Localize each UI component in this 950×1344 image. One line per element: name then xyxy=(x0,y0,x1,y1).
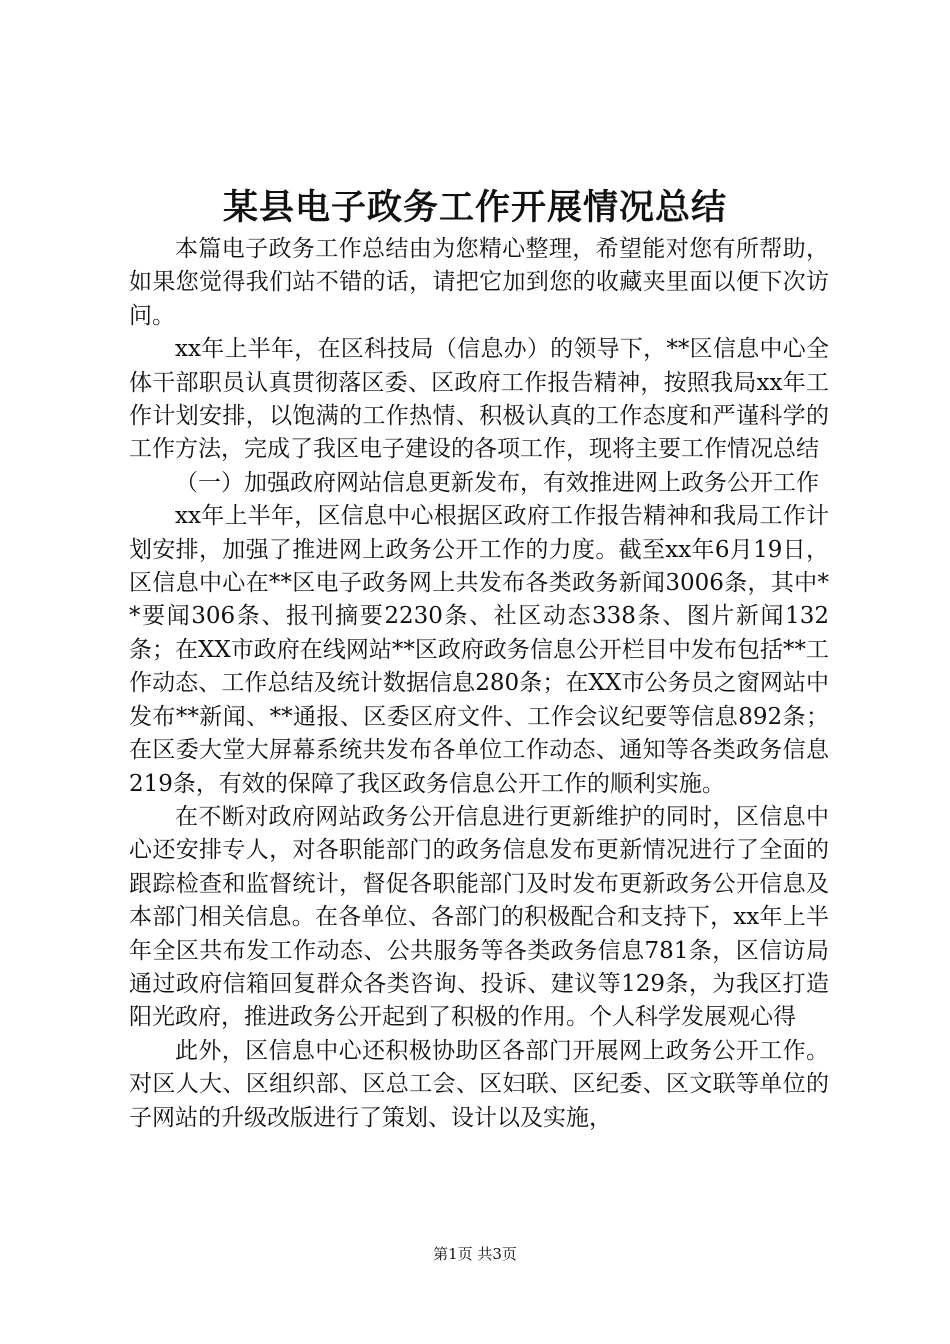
news-stats-paragraph: xx年上半年，区信息中心根据区政府工作报告精神和我局工作计划安排，加强了推进网上政务公开工作的力度。截至xx年6月19日，区信息中心在**区电子政务网上共发布各类政务新闻3006条，其中**要闻306条、报刊摘要2230条、社区动态338条、图片新闻132条；在XX市政府在线网站**区政府政务信息公开栏目中发布包括**工作动态、工作总结及统计数据信息280条；在XX市公务员之窗网站中发布**新闻、**通报、区委区府文件、工作会议纪要等信息892条；在区委大堂大屏幕系统共发布各单位工作动态、通知等各类政务信息219条，有效的保障了我区政务信息公开工作的顺利实施。 xyxy=(129,503,829,797)
summary-paragraph: xx年上半年，在区科技局（信息办）的领导下，**区信息中心全体干部职员认真贯彻落区委、区政府工作报告精神，按照我局xx年工作计划安排，以饱满的工作热情、积极认真的工作态度和严谨科学的工作方法，完成了我区电子建设的各项工作，现将主要工作情况总结 xyxy=(129,336,829,463)
intro-paragraph: 本篇电子政务工作总结由为您精心整理，希望能对您有所帮助，如果您觉得我们站不错的话，请把它加到您的收藏夹里面以便下次访问。 xyxy=(129,236,829,329)
document-title: 某县电子政务工作开展情况总结 xyxy=(222,187,727,228)
supervision-paragraph: 在不断对政府网站政务公开信息进行更新维护的同时，区信息中心还安排专人，对各职能部门的政务信息发布更新情况进行了全面的跟踪检查和监督统计，督促各职能部门及时发布更新政务公开信息及本部门相关信息。在各单位、各部门的积极配合和支持下，xx年上半年全区共布发工作动态、公共服务等各类政务信息781条，区信访局通过政府信箱回复群众各类咨询、投诉、建议等129条，为我区打造阳光政府，推进政务公开起到了积极的作用。个人科学发展观心得 xyxy=(129,803,829,1031)
section-heading-1: （一）加强政府网站信息更新发布，有效推进网上政务公开工作 xyxy=(175,469,819,496)
page-number-footer: 第1页 共3页 xyxy=(433,1245,517,1263)
subsite-paragraph: 此外，区信息中心还积极协助区各部门开展网上政务公开工作。对区人大、区组织部、区总工会、区妇联、区纪委、区文联等单位的子网站的升级改版进行了策划、设计以及实施， xyxy=(129,1037,829,1131)
document-body xyxy=(129,233,829,1135)
